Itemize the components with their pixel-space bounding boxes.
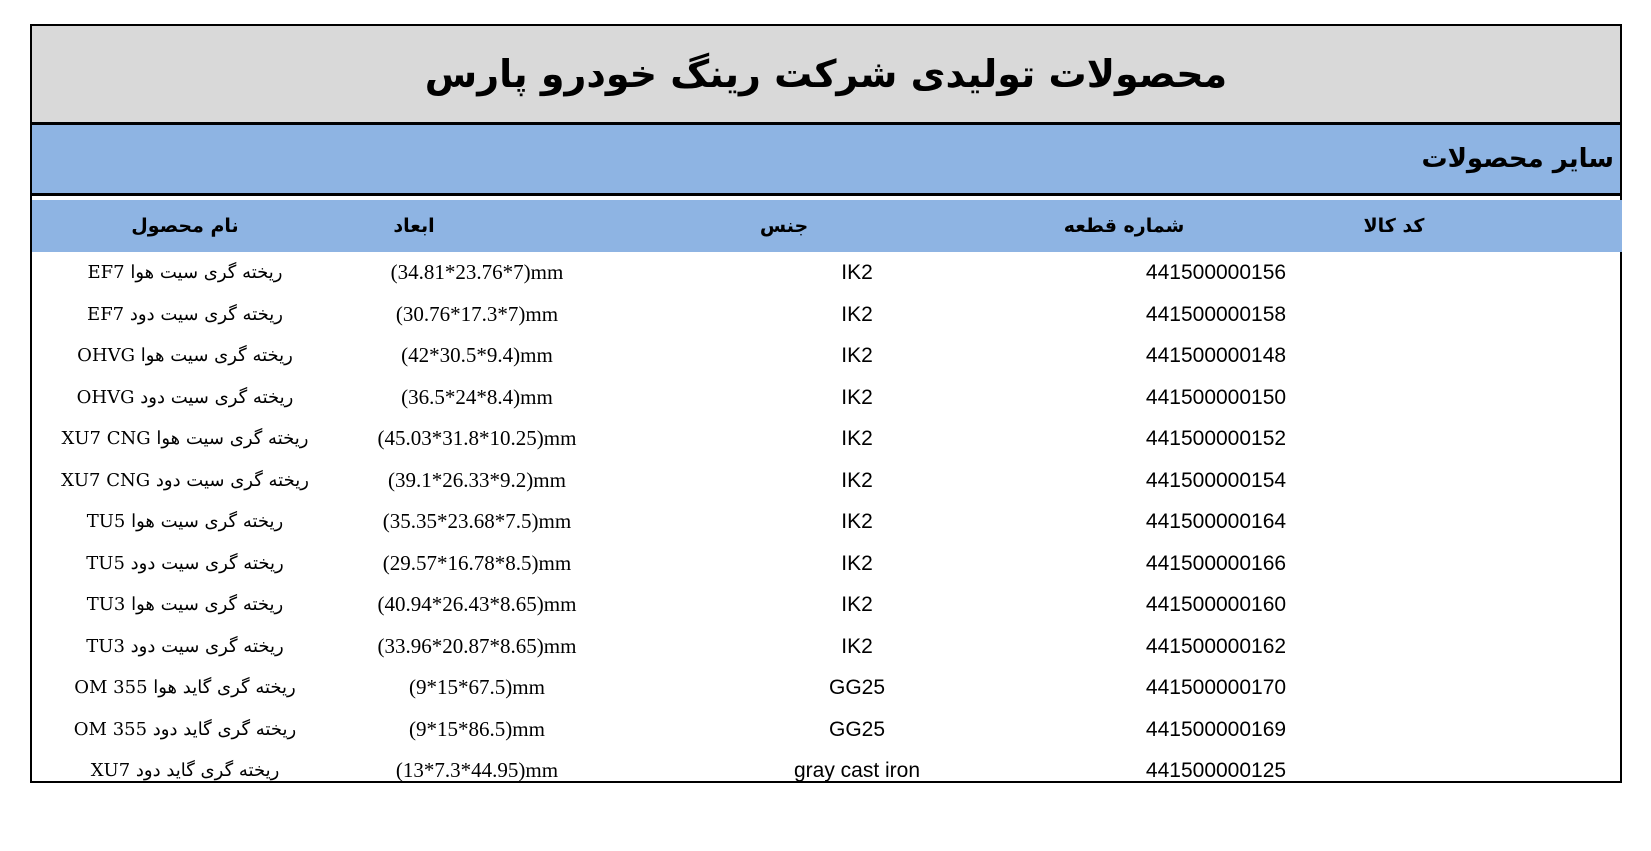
table-row — [32, 252, 1622, 294]
product-name-cell: ریخته گری سیت دود OHVG — [76, 386, 294, 408]
header-dimensions: ابعاد — [393, 215, 435, 237]
part-number-cell: 441500000164 — [1145, 510, 1287, 533]
dimensions-cell: (35.35*23.68*7.5)mm — [382, 509, 572, 533]
table-row — [32, 501, 1622, 543]
product-name-cell: ریخته گری سیت هوا XU7 CNG — [61, 428, 309, 449]
table-header-row — [32, 200, 1622, 252]
material-cell: IK2 — [841, 385, 873, 409]
product-name-cell: ریخته گری سیت دود EF7 — [87, 303, 283, 325]
part-number-cell: 441500000152 — [1145, 427, 1287, 450]
table-row — [32, 667, 1622, 709]
page-title: محصولات تولیدی شرکت رینگ خودرو پارس — [424, 52, 1228, 96]
dimensions-cell: (33.96*20.87*8.65)mm — [377, 633, 577, 658]
part-number-cell: 441500000162 — [1145, 634, 1287, 658]
product-name-cell: ریخته گری سیت دود TU5 — [86, 552, 284, 574]
material-cell: gray cast iron — [793, 759, 921, 782]
section-title: سایر محصولات — [1421, 144, 1614, 174]
product-name-cell: ریخته گری گاید دود XU7 — [90, 760, 280, 781]
table-row — [32, 584, 1622, 626]
products-table-frame — [30, 24, 1622, 783]
material-cell: IK2 — [841, 302, 873, 326]
part-number-cell: 441500000166 — [1145, 551, 1287, 575]
dimensions-cell: (29.57*16.78*8.5)mm — [382, 550, 572, 575]
table-row — [32, 460, 1622, 502]
dimensions-cell: (9*15*86.5)mm — [409, 716, 545, 741]
dimensions-cell: (45.03*31.8*10.25)mm — [377, 426, 577, 450]
table-row — [32, 377, 1622, 419]
material-cell: GG25 — [828, 717, 886, 741]
dimensions-cell: (39.1*26.33*9.2)mm — [388, 467, 566, 492]
header-product-name: نام محصول — [131, 215, 239, 237]
dimensions-cell: (9*15*67.5)mm — [409, 675, 545, 699]
material-cell: IK2 — [841, 261, 873, 284]
header-material: جنس — [759, 215, 809, 237]
table-row — [32, 418, 1622, 460]
part-number-cell: 441500000158 — [1145, 302, 1287, 326]
table-row — [32, 626, 1622, 668]
part-number-cell: 441500000160 — [1145, 593, 1287, 616]
material-cell: IK2 — [841, 344, 873, 367]
table-row — [32, 543, 1622, 585]
part-number-cell: 441500000150 — [1145, 385, 1287, 409]
material-cell: IK2 — [841, 551, 873, 575]
dimensions-cell: (34.81*23.76*7)mm — [390, 260, 564, 284]
table-row — [32, 294, 1622, 336]
dimensions-cell: (40.94*26.43*8.65)mm — [377, 592, 577, 616]
part-number-cell: 441500000170 — [1145, 676, 1287, 699]
part-number-cell: 441500000148 — [1145, 344, 1287, 367]
product-name-cell: ریخته گری سیت دود XU7 CNG — [61, 469, 309, 491]
table-row — [32, 335, 1622, 377]
product-name-cell: ریخته گری گاید هوا OM 355 — [74, 677, 296, 698]
header-part-number: شماره قطعه — [1063, 215, 1185, 237]
table-body — [32, 252, 1622, 792]
table-row — [32, 750, 1622, 792]
product-name-cell: ریخته گری سیت دود TU3 — [86, 635, 284, 657]
product-name-cell: ریخته گری سیت هوا EF7 — [87, 262, 283, 283]
product-name-cell: ریخته گری سیت هوا TU5 — [86, 511, 284, 532]
material-cell: IK2 — [841, 427, 873, 450]
dimensions-cell: (30.76*17.3*7)mm — [395, 301, 559, 326]
part-number-cell: 441500000169 — [1145, 717, 1287, 741]
header-item-code: کد کالا — [1363, 215, 1425, 237]
product-name-cell: ریخته گری گاید دود OM 355 — [73, 718, 297, 740]
material-cell: IK2 — [841, 468, 873, 492]
table-row — [32, 709, 1622, 751]
product-name-cell: ریخته گری سیت هوا TU3 — [86, 594, 284, 615]
dimensions-cell: (13*7.3*44.95)mm — [395, 758, 559, 782]
material-cell: GG25 — [828, 676, 886, 699]
section-bar — [32, 125, 1620, 196]
part-number-cell: 441500000154 — [1145, 468, 1287, 492]
title-bar — [32, 26, 1620, 125]
dimensions-cell: (36.5*24*8.4)mm — [401, 384, 553, 409]
material-cell: IK2 — [841, 510, 873, 533]
material-cell: IK2 — [841, 634, 873, 658]
part-number-cell: 441500000156 — [1145, 261, 1287, 284]
part-number-cell: 441500000125 — [1145, 759, 1287, 782]
material-cell: IK2 — [841, 593, 873, 616]
dimensions-cell: (42*30.5*9.4)mm — [401, 343, 553, 367]
product-name-cell: ریخته گری سیت هوا OHVG — [77, 345, 293, 366]
